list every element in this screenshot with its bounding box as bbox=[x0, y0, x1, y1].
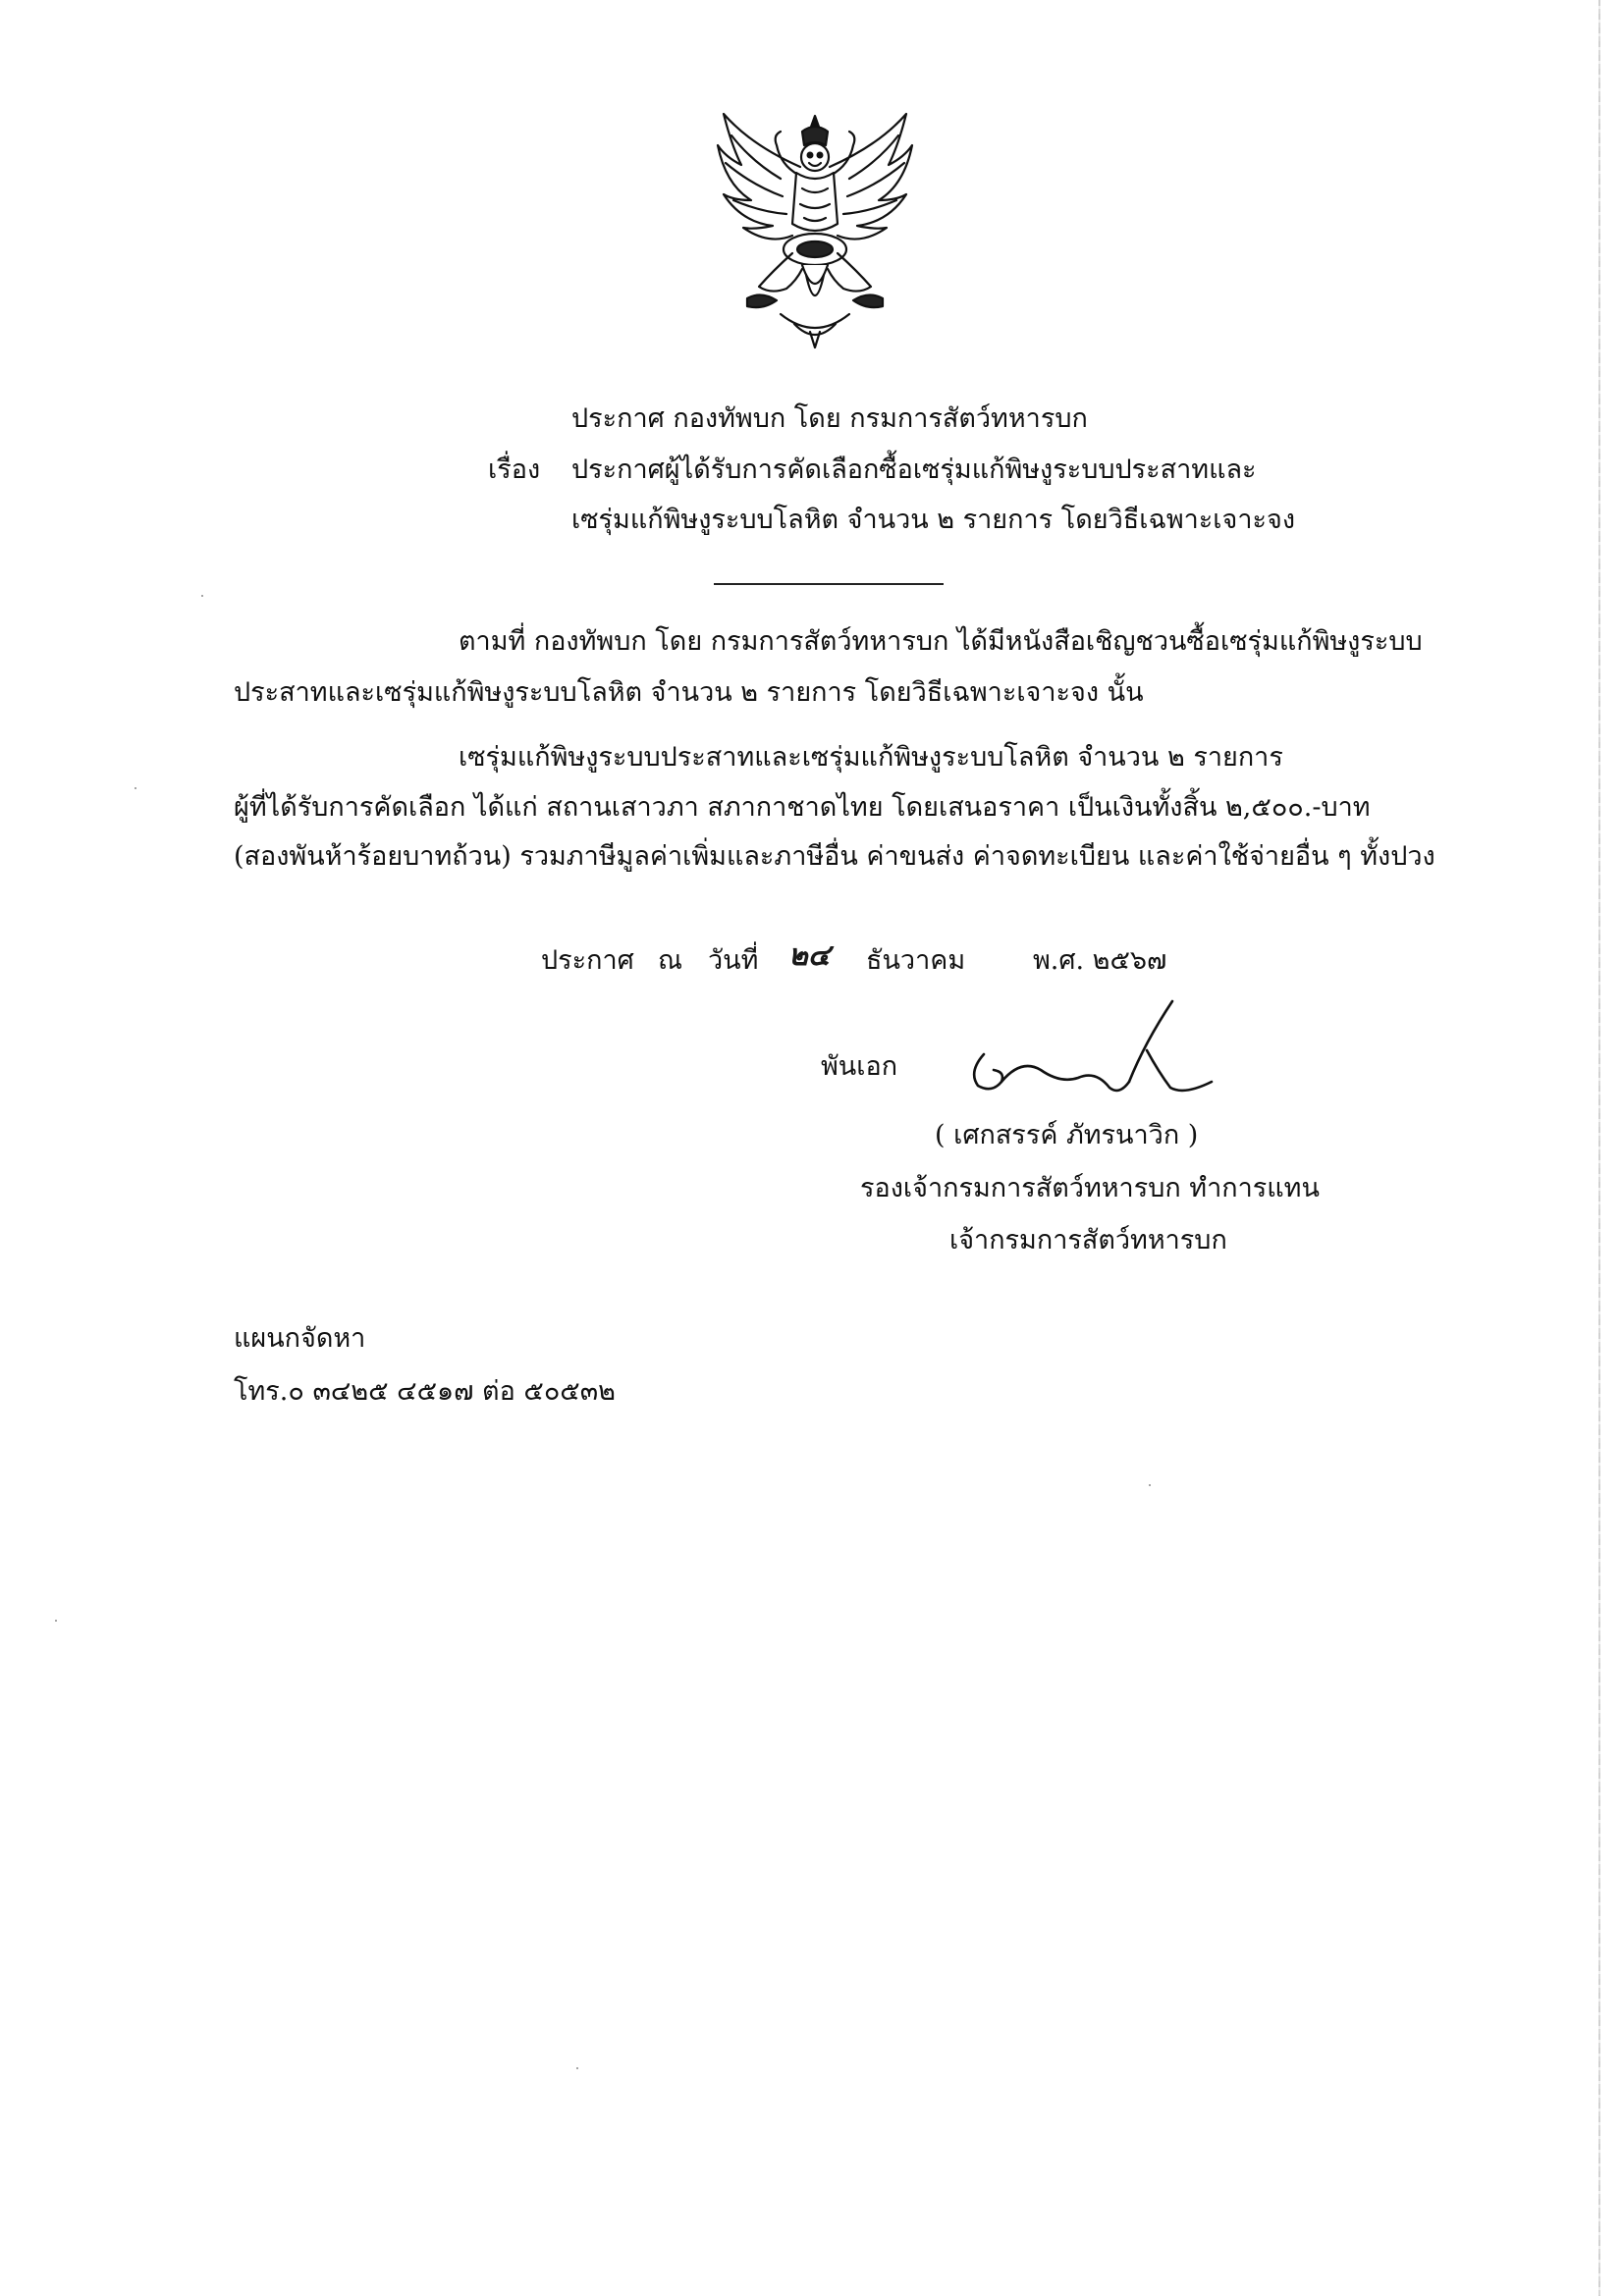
subject-line-2: เซรุ่มแก้พิษงูระบบโลหิต จำนวน ๒ รายการ โดยวิธีเฉพาะเจาะจง bbox=[571, 505, 1296, 535]
handwritten-signature bbox=[962, 993, 1237, 1101]
date-day: ๒๔ bbox=[788, 938, 831, 973]
date-year: พ.ศ. ๒๕๖๗ bbox=[1033, 945, 1167, 976]
date-day-label: วันที่ bbox=[708, 945, 759, 976]
header-divider bbox=[714, 583, 944, 585]
scan-speck bbox=[201, 595, 203, 597]
paragraph-2-line-1: เซรุ่มแก้พิษงูระบบประสาทและเซรุ่มแก้พิษงูระบบโลหิต จำนวน ๒ รายการ bbox=[459, 742, 1283, 773]
signatory-rank: พันเอก bbox=[821, 1051, 898, 1082]
signatory-name: ( เศกสรรค์ ภัทรนาวิก ) bbox=[935, 1120, 1199, 1150]
paragraph-2-line-3: (สองพันห้าร้อยบาทถ้วน) รวมภาษีมูลค่าเพิ่มและภาษีอื่น ค่าขนส่ง ค่าจดทะเบียน และค่าใช้จ่ายอื่น ๆ ทั้งปวง bbox=[234, 841, 1435, 872]
signatory-position-line-2: เจ้ากรมการสัตว์ทหารบก bbox=[949, 1225, 1227, 1255]
scan-speck bbox=[1149, 1484, 1151, 1486]
date-month: ธันวาคม bbox=[866, 945, 966, 976]
scan-speck bbox=[55, 1620, 57, 1622]
subject-line-1: ประกาศผู้ได้รับการคัดเลือกซื้อเซรุ่มแก้พิษงูระบบประสาทและ bbox=[571, 454, 1257, 485]
date-label: ประกาศ bbox=[541, 945, 634, 976]
announcement-line: ประกาศ กองทัพบก โดย กรมการสัตว์ทหารบก bbox=[571, 403, 1088, 434]
date-at: ณ bbox=[658, 945, 683, 976]
paragraph-1-line-2: ประสาทและเซรุ่มแก้พิษงูระบบโลหิต จำนวน ๒ รายการ โดยวิธีเฉพาะเจาะจง นั้น bbox=[234, 677, 1144, 708]
scan-speck bbox=[576, 2067, 578, 2069]
paragraph-2-line-2: ผู้ที่ได้รับการคัดเลือก ได้แก่ สถานเสาวภา สภากาชาดไทย โดยเสนอราคา เป็นเงินทั้งสิ้น ๒,๕๐๐.-บาท bbox=[234, 792, 1371, 823]
signatory-position-line-1: รองเจ้ากรมการสัตว์ทหารบก ทำการแทน bbox=[860, 1173, 1320, 1203]
scan-speck bbox=[135, 787, 136, 789]
paragraph-1-line-1: ตามที่ กองทัพบก โดย กรมการสัตว์ทหารบก ได้มีหนังสือเชิญชวนซื้อเซรุ่มแก้พิษงูระบบ bbox=[459, 626, 1423, 657]
phone-number: โทร.๐ ๓๔๒๕ ๔๕๑๗ ต่อ ๕๐๕๓๒ bbox=[234, 1376, 616, 1407]
scan-edge-artifact bbox=[1598, 0, 1600, 2296]
garuda-emblem-icon bbox=[712, 106, 918, 351]
announcement-date bbox=[541, 938, 1189, 978]
department-name: แผนกจัดหา bbox=[234, 1323, 366, 1354]
subject-label: เรื่อง bbox=[488, 454, 541, 485]
